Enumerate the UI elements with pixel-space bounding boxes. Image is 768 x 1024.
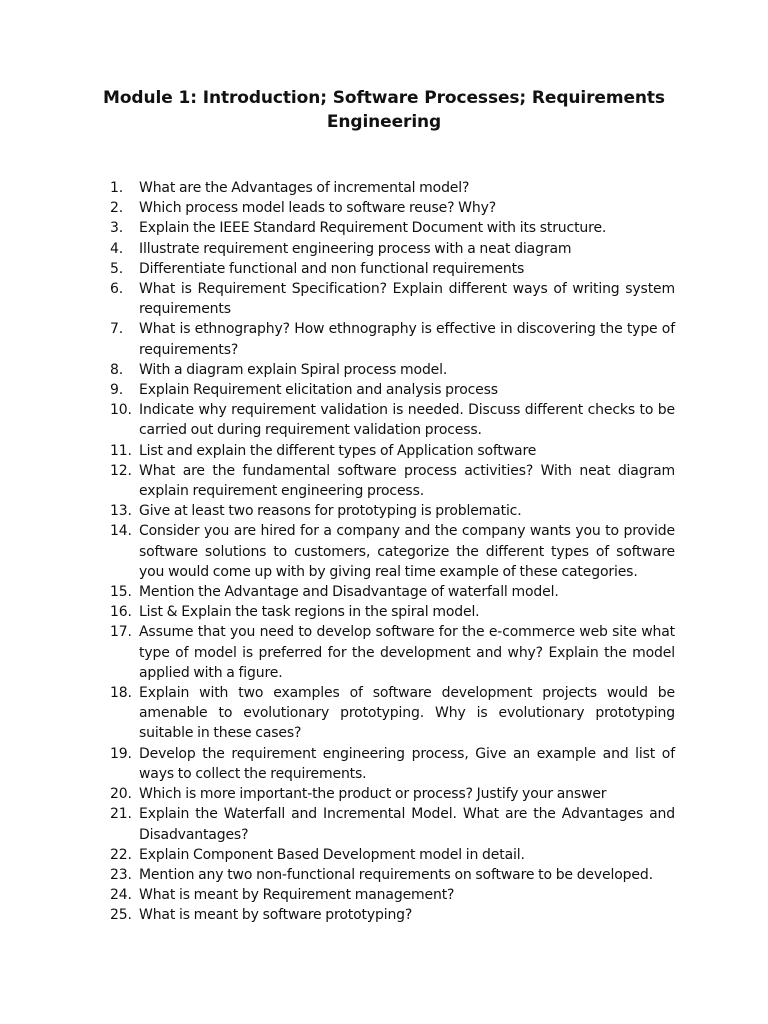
question-item [110, 622, 675, 683]
question-item [110, 198, 675, 218]
question-text: Differentiate functional and non functional requirements [139, 260, 525, 277]
question-text: Give at least two reasons for prototyping is problematic. [139, 503, 522, 520]
question-text: Mention any two non-functional requirements on software to be developed. [139, 866, 653, 883]
question-number: 5. [110, 260, 124, 277]
question-number: 16. [110, 604, 132, 621]
question-number: 18. [110, 685, 132, 702]
question-text: With a diagram explain Spiral process model. [139, 361, 448, 378]
question-number: 11. [110, 442, 132, 459]
question-text: Consider you are hired for a company and the company wants you to provide software solutions to customers, categorize the different types of software you would come up with by giving real time example of these categories. [139, 523, 675, 580]
question-text: What is meant by software prototyping? [139, 907, 413, 924]
question-number: 14. [110, 523, 132, 540]
question-number: 4. [110, 240, 124, 257]
question-text: Explain the IEEE Standard Requirement Document with its structure. [139, 220, 607, 237]
question-number: 23. [110, 866, 132, 883]
question-item [110, 744, 675, 784]
question-text: Which is more important-the product or process? Justify your answer [139, 786, 607, 803]
question-item [110, 441, 675, 461]
page-title-line-1: Module 1: Introduction; Software Processes; Requirements [103, 88, 665, 108]
question-item [110, 521, 675, 582]
question-text: What are the Advantages of incremental model? [139, 180, 470, 196]
question-item [110, 602, 675, 622]
question-number: 12. [110, 462, 132, 479]
question-item [110, 582, 675, 602]
question-text: Mention the Advantage and Disadvantage of waterfall model. [139, 584, 559, 601]
question-number: 20. [110, 786, 132, 803]
question-text: What are the fundamental software process activities? With neat diagram explain requirement engineering process. [139, 462, 675, 500]
question-number: 15. [110, 584, 132, 601]
question-number: 2. [110, 200, 124, 217]
question-text: What is ethnography? How ethnography is effective in discovering the type of requirements? [139, 321, 675, 358]
question-item [110, 360, 675, 380]
question-item [110, 279, 675, 319]
question-number: 25. [110, 907, 132, 924]
question-number: 3. [110, 220, 124, 237]
question-number: 19. [110, 745, 132, 762]
question-item [110, 885, 675, 905]
question-text: What is meant by Requirement management? [139, 887, 455, 904]
question-item [110, 319, 675, 359]
question-text: Assume that you need to develop software for the e-commerce web site what type of model is preferred for the development and why? Explain the model applied with a figure. [139, 624, 675, 681]
question-number: 17. [110, 624, 132, 641]
question-list [110, 178, 675, 926]
question-text: Explain the Waterfall and Incremental Model. What are the Advantages and Disadvantages? [139, 806, 675, 843]
page-title [100, 86, 668, 134]
question-text: Which process model leads to software reuse? Why? [139, 200, 497, 217]
question-text: Indicate why requirement validation is needed. Discuss different checks to be carried out during requirement validation process. [139, 402, 675, 439]
question-text: List and explain the different types of Application software [139, 442, 537, 459]
question-text: What is Requirement Specification? Explain different ways of writing system requirements [139, 281, 675, 318]
question-text: Illustrate requirement engineering process with a neat diagram [139, 240, 572, 257]
question-item [110, 501, 675, 521]
question-text: Develop the requirement engineering process, Give an example and list of ways to collect the requirements. [139, 745, 675, 782]
question-item [110, 865, 675, 885]
question-item [110, 178, 675, 198]
question-item [110, 784, 675, 804]
question-number: 21. [110, 806, 132, 823]
question-number: 9. [110, 382, 124, 399]
question-item [110, 804, 675, 844]
question-item [110, 400, 675, 440]
question-text: Explain with two examples of software development projects would be amenable to evolutionary prototyping. Why is evolutionary prototyping suitable in these cases? [139, 685, 675, 742]
question-item [110, 683, 675, 744]
question-item [110, 239, 675, 259]
question-number: 7. [110, 321, 124, 338]
question-number: 22. [110, 846, 132, 863]
question-item [110, 218, 675, 238]
question-number: 24. [110, 887, 132, 904]
question-item [110, 905, 675, 925]
question-text: Explain Component Based Development model in detail. [139, 846, 525, 863]
question-item [110, 461, 675, 501]
question-item [110, 380, 675, 400]
question-item [110, 845, 675, 865]
question-number: 1. [110, 180, 124, 196]
question-number: 13. [110, 503, 132, 520]
question-number: 6. [110, 281, 124, 298]
question-number: 8. [110, 361, 124, 378]
question-item [110, 259, 675, 279]
question-number: 10. [110, 402, 132, 419]
page-title-line-2: Engineering [326, 112, 442, 132]
question-text: Explain Requirement elicitation and analysis process [139, 382, 498, 399]
question-text: List & Explain the task regions in the spiral model. [139, 604, 480, 621]
